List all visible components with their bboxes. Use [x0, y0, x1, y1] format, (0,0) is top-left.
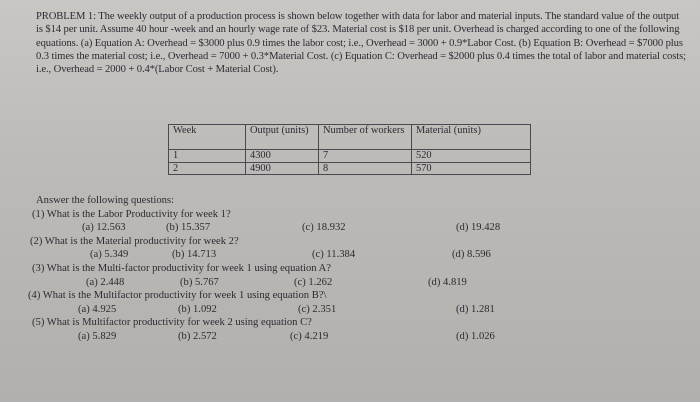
question-4: (4) What is the Multifactor productivity for week 1 using equation B?\ — [28, 290, 327, 302]
question-3-options — [30, 276, 670, 290]
option-d: (d) 4.819 — [428, 276, 467, 288]
table-row — [169, 162, 531, 175]
questions-section — [30, 194, 670, 344]
problem-statement — [36, 10, 686, 76]
option-b: (b) 5.767 — [180, 276, 219, 288]
option-d: (d) 8.596 — [452, 249, 491, 261]
option-c: (c) 2.351 — [298, 303, 337, 315]
option-c: (c) 18.932 — [302, 222, 346, 234]
option-c: (c) 11.384 — [312, 249, 356, 261]
option-c: (c) 4.219 — [290, 330, 329, 342]
option-d: (d) 19.428 — [456, 222, 501, 234]
question-4-options — [30, 303, 670, 317]
option-a: (a) 12.563 — [82, 222, 126, 234]
question-1-options — [30, 221, 670, 235]
option-a: (a) 4.925 — [78, 303, 117, 315]
option-b: (b) 14.713 — [172, 249, 217, 261]
header-week: Week — [169, 125, 246, 150]
question-2: (2) What is the Material productivity for week 2? — [30, 235, 239, 247]
question-3: (3) What is the Multi-factor productivity for week 1 using equation A? — [32, 262, 332, 274]
option-a: (a) 5.349 — [90, 249, 129, 261]
cell-week: 1 — [169, 150, 246, 163]
cell-output: 4300 — [246, 150, 319, 163]
header-output: Output (units) — [246, 125, 319, 150]
table-header-row — [169, 125, 531, 150]
option-a: (a) 2.448 — [86, 276, 125, 288]
option-a: (a) 5.829 — [78, 330, 117, 342]
cell-material: 570 — [412, 162, 531, 175]
questions-intro: Answer the following questions: — [36, 195, 174, 206]
data-table — [168, 124, 531, 175]
cell-week: 2 — [169, 162, 246, 175]
cell-material: 520 — [412, 150, 531, 163]
cell-workers: 8 — [319, 162, 412, 175]
option-d: (d) 1.281 — [456, 303, 495, 315]
header-material: Material (units) — [412, 125, 531, 150]
table-row — [169, 150, 531, 163]
option-d: (d) 1.026 — [456, 330, 495, 342]
cell-workers: 7 — [319, 150, 412, 163]
cell-output: 4900 — [246, 162, 319, 175]
question-5: (5) What is Multifactor productivity for week 2 using equation C? — [32, 317, 312, 329]
header-workers: Number of workers — [319, 125, 412, 150]
problem-text: PROBLEM 1: The weekly output of a production process is shown below together with data for labor and material inputs. The standard value of the output is $14 per unit. Assume 40 hour -week and an hourly wage rate of $23. Material cost is $18 per unit. Overhead is charged according to one of the following equations. (a) Equation A: Overhead = $3000 plus 0.9 times the labor cost; i.e., Overhead = 3000 + 0.9*Labor Cost. (b) Equation B: Overhead = $7000 plus 0.3 times the material cost; i.e., Overhead = 7000 + 0.3*Material Cost. (c) Equation C: Overhead = $2000 plus 0.4 times the total of labor and material costs; i.e., Overhead = 2000 + 0.4*(Labor Cost + Material Cost). — [36, 11, 686, 76]
question-1: (1) What is the Labor Productivity for week 1? — [32, 208, 231, 220]
option-b: (b) 2.572 — [178, 330, 217, 342]
option-b: (b) 15.357 — [166, 222, 211, 234]
option-b: (b) 1.092 — [178, 303, 217, 315]
question-5-options — [30, 330, 670, 344]
option-c: (c) 1.262 — [294, 276, 333, 288]
question-2-options — [30, 248, 670, 262]
